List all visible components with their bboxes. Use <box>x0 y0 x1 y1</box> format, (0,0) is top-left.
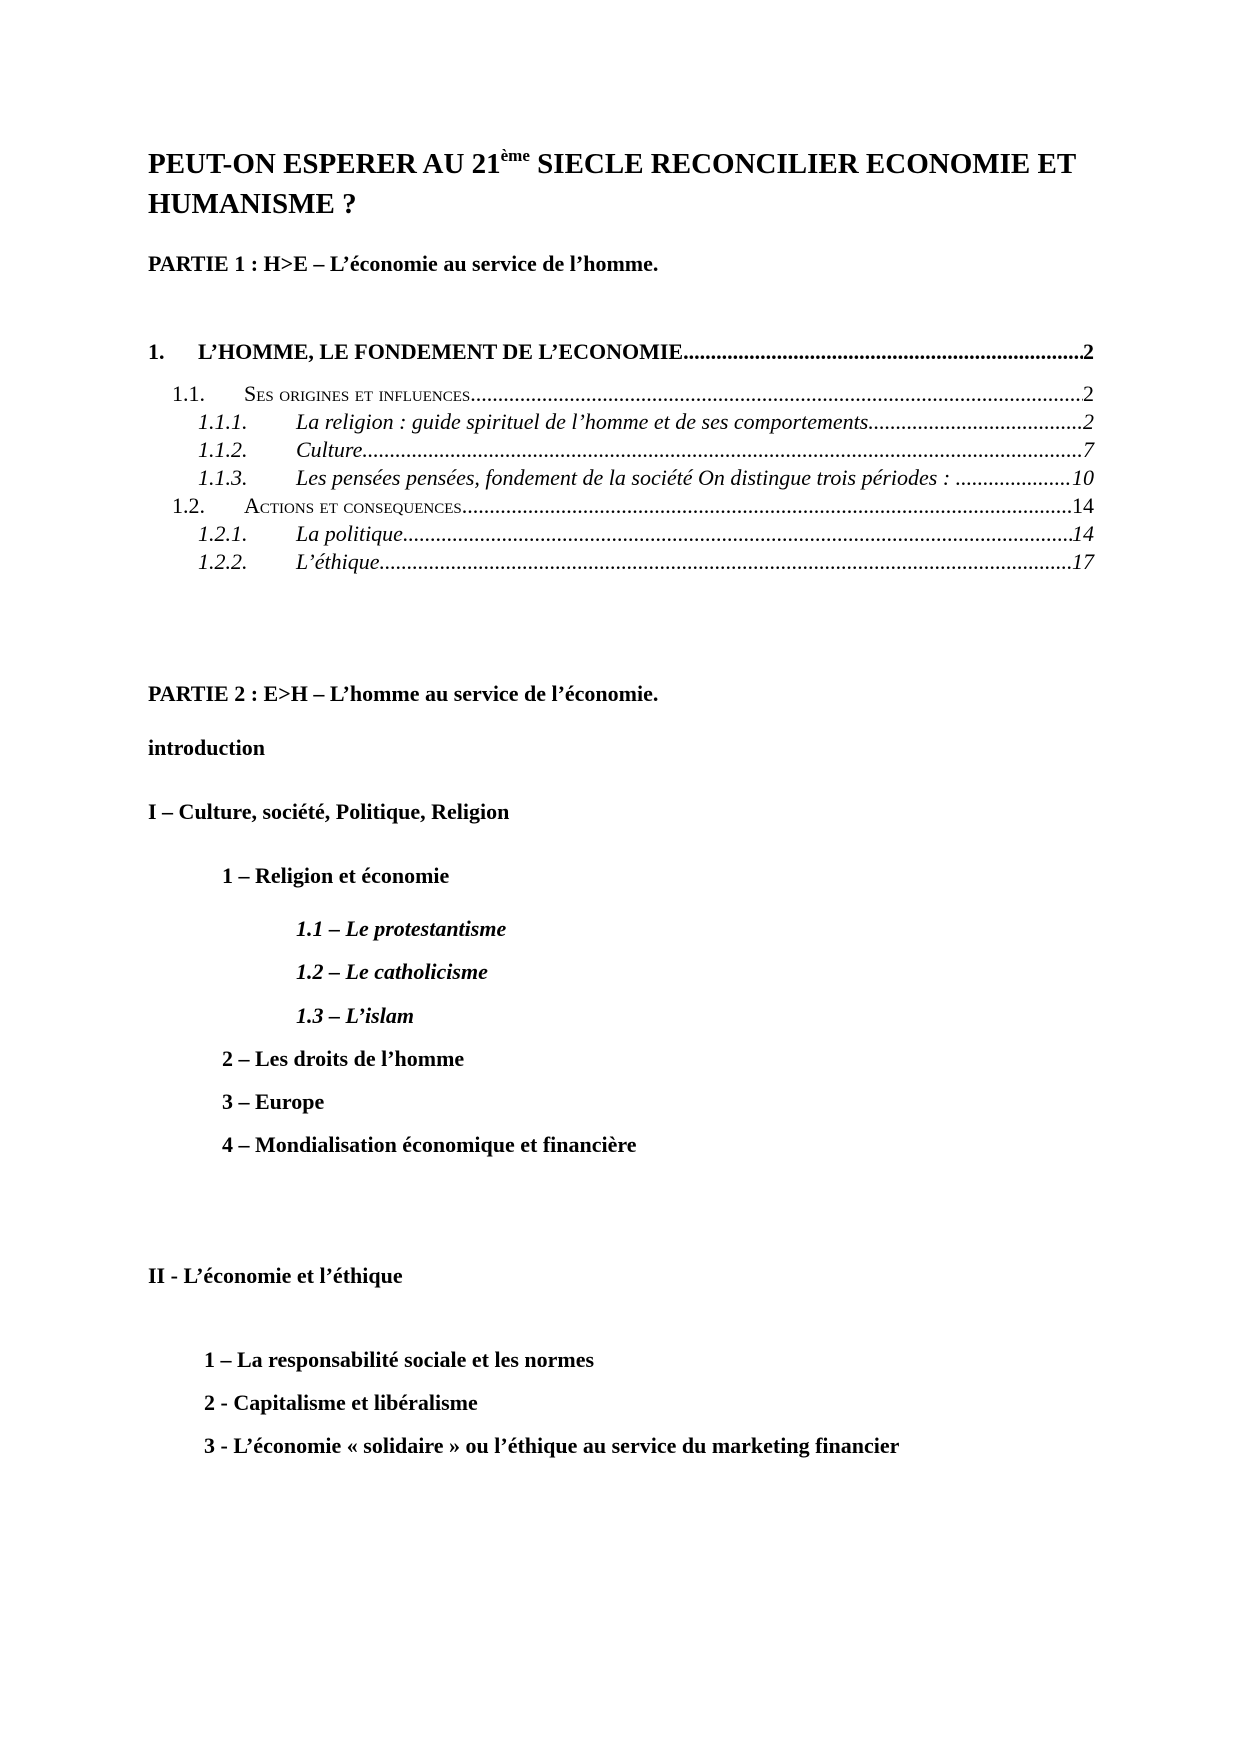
toc-leader-dots <box>462 492 1072 520</box>
toc-leader-dots <box>683 338 1083 366</box>
toc-entry[interactable]: 1.2. Actions et consequences ..... 14 <box>148 492 1094 520</box>
outline-subitem: 1.1 – Le protestantisme <box>296 916 507 941</box>
toc-page-number: 14 <box>1072 521 1094 546</box>
outline-item: 4 – Mondialisation économique et financière <box>222 1132 637 1157</box>
toc-page-number: 2 <box>1083 409 1094 434</box>
toc-leader-dots <box>403 520 1072 548</box>
toc-leader-dots <box>470 380 1083 408</box>
section2-heading: II - L’économie et l’éthique <box>148 1263 403 1288</box>
partie2-heading: PARTIE 2 : E>H – L’homme au service de l’économie. <box>148 681 659 706</box>
toc-entry[interactable]: 1.1.2. Culture ..... 7 <box>148 436 1094 464</box>
toc-leader-dots <box>380 548 1073 576</box>
outline-subitem: 1.3 – L’islam <box>296 1003 414 1028</box>
toc-entry[interactable]: 1.2.2. L’éthique ..... 17 <box>148 548 1094 576</box>
partie1-heading: PARTIE 1 : H>E – L’économie au service de l’homme. <box>148 251 659 276</box>
document-title: PEUT-ON ESPERER AU 21ème SIECLE RECONCILIER ECONOMIE ET HUMANISME ? <box>148 146 1076 220</box>
outline-item: 3 – Europe <box>222 1089 325 1114</box>
toc-page-number: 7 <box>1083 437 1094 462</box>
toc-page-number: 17 <box>1072 549 1094 574</box>
outline-item: 2 – Les droits de l’homme <box>222 1046 465 1071</box>
title-superscript: ème <box>500 146 530 165</box>
outline-item: 2 - Capitalisme et libéralisme <box>204 1390 478 1415</box>
toc-leader-dots <box>972 464 1072 492</box>
toc-entry[interactable]: 1.1.1. La religion : guide spirituel de l’homme et de ses comportements ..... 2 <box>148 408 1094 436</box>
toc-page-number: 10 <box>1072 465 1094 490</box>
toc-entry[interactable]: 1.1.3. Les pensées pensées, fondement de la société On distingue trois périodes : ... ..... 10 <box>148 464 1094 492</box>
toc-entry[interactable]: 1. L’HOMME, LE FONDEMENT DE L’ECONOMIE ..... 2 <box>148 338 1094 366</box>
outline-subitem: 1.2 – Le catholicisme <box>296 959 488 984</box>
toc-leader-dots <box>362 436 1083 464</box>
toc-page-number: 2 <box>1083 339 1094 364</box>
toc-leader-dots <box>868 408 1083 436</box>
toc-entry[interactable]: 1.1. Ses origines et influences ..... 2 <box>148 380 1094 408</box>
toc-page-number: 14 <box>1072 493 1094 518</box>
toc-entry[interactable]: 1.2.1. La politique ..... 14 <box>148 520 1094 548</box>
toc-page-number: 2 <box>1083 381 1094 406</box>
section1-heading: I – Culture, société, Politique, Religion <box>148 799 510 824</box>
introduction-label: introduction <box>148 735 265 760</box>
outline-item: 3 - L’économie « solidaire » ou l’éthique au service du marketing financier <box>204 1433 900 1458</box>
outline-item: 1 – La responsabilité sociale et les normes <box>204 1347 595 1372</box>
outline-item: 1 – Religion et économie <box>222 863 450 888</box>
